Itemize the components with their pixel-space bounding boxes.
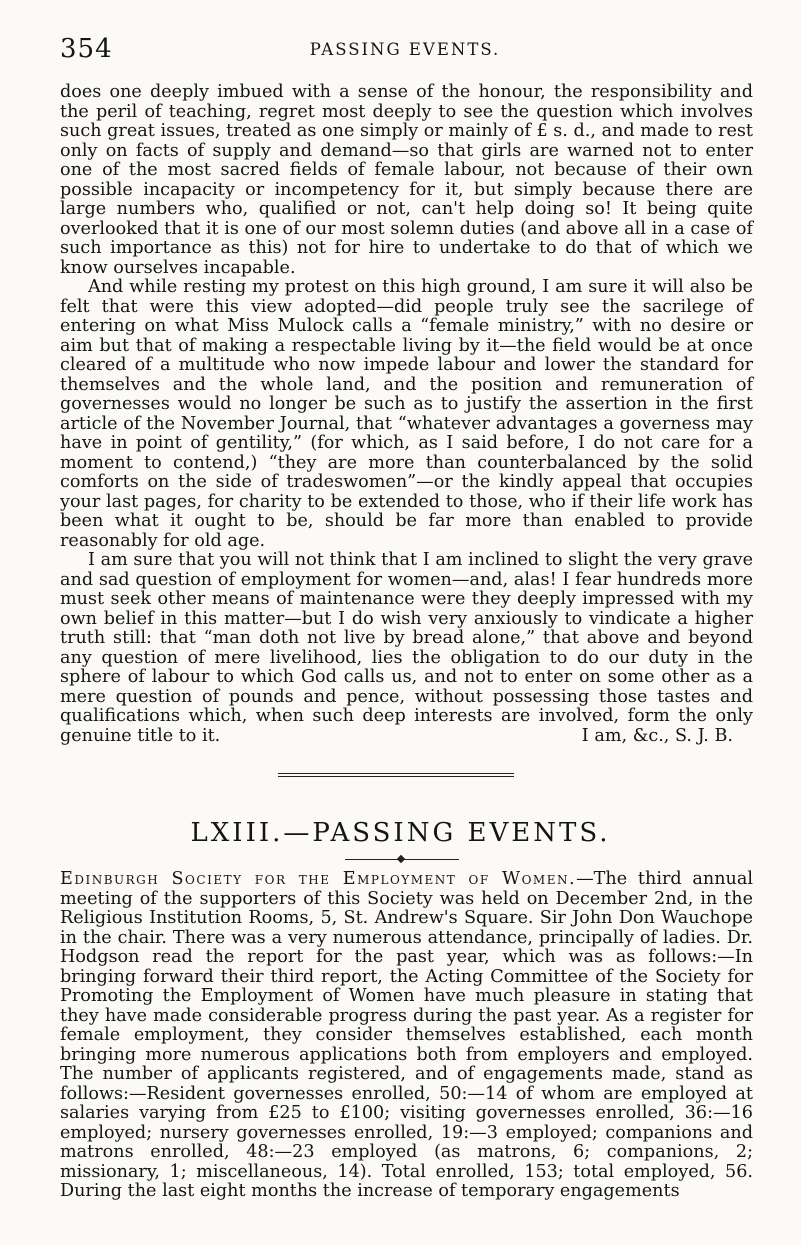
page-number: 354 [60, 34, 113, 64]
letter-paragraph-final [60, 551, 753, 746]
events-paragraph [60, 870, 753, 1202]
section-divider-rule [278, 776, 514, 777]
letter-paragraph: does one deeply imbued with a sense of the honour, the responsibility and the peril of teaching, regret most deeply to see the question which involves such great issues, treated as one simply or mainly of £ s. d., and made to rest only on facts of supply and demand—so that girls are warned not to enter one of the most sacred fields of female labour, not because of their own possible incapacity or incompetency for it, but simply because there are large numbers who, qualified or not, can't help doing so! It being quite overlooked that it is one of our most solemn duties (and above all in a case of such importance as this) not for hire to undertake to do that of which we know ourselves incapable. [60, 82, 753, 278]
running-head [60, 34, 750, 64]
section-heading: LXIII.—PASSING EVENTS. [190, 818, 611, 848]
ornament-diamond-icon [397, 855, 405, 863]
running-title: PASSING EVENTS. [309, 40, 501, 59]
section-divider-rule [278, 773, 514, 774]
signature: I am, &c., S. J. B. [581, 725, 733, 746]
passing-events-text [60, 870, 753, 1202]
event-lead: Edinburgh Society for the Employment of Women. [60, 869, 577, 889]
letter-paragraph-text: I am sure that you will not think that I am inclined to slight the very grave and sad question of employment for women—and, alas! I fear hundreds more must seek other means of maintenance were they deeply impressed with my own belief in this matter—but I do wish very anxiously to vindicate a higher truth still: that “man doth not live by bread alone,” that above and beyond any question of mere livelihood, lies the obligation to do our duty in the sphere of labour to which God calls us, and not to enter on some other as a mere question of pounds and pence, without possessing those tastes and qualifications which, when such deep interests are involved, form the only genuine title to it. [60, 550, 753, 746]
letter-paragraph: And while resting my protest on this high ground, I am sure it will also be felt that were this view adopted—did people truly see the sacrilege of entering on what Miss Mulock calls a “female ministry,” with no desire or aim but that of making a respectable living by it—the field would be at once cleared of a multitude who now impede labour and lower the standard for themselves and the whole land, and the position and remuneration of governesses would no longer be such as to justify the assertion in the first article of the November Journal, that “whatever advantages a governess may have in point of gentility,” (for which, as I said before, I do not care for a moment to contend,) “they are more than counterbalanced by the solid comforts on the side of tradeswomen”—or the kindly appeal that occupies your last pages, for charity to be extended to those, who if their life work has been what it ought to be, should be far more than enabled to provide reasonably for old age. [60, 277, 753, 551]
event-body: —The third annual meeting of the supporters of this Society was held on December 2nd, in the Religious Institution Rooms, 5, St. Andrew's Square. Sir John Don Wauchope in the chair. There was a very numerous attendance, principally of ladies. Dr. Hodgson read the report for the past year, which was as follows:—In bringing forward their third report, the Acting Committee of the Society for Promoting the Employment of Women have much pleasure in stating that they have made considerable progress during the past year. As a register for female employment, they consider themselves established, each month bringing more numerous applications both from employers and employed. The number of applicants registered, and of engagements made, stand as follows:—Resident governesses enrolled, 50:—14 of whom are employed at salaries varying from £25 to £100; visiting governesses enrolled, 36:—16 employed; nursery governesses enrolled, 19:—3 employed; companions and matrons enrolled, 48:—23 employed (as matrons, 6; companions, 2; missionary, 1; miscellaneous, 14). Total enrolled, 153; total employed, 56. During the last eight months the increase of temporary engagements [60, 869, 753, 1201]
letter-text [60, 83, 753, 746]
